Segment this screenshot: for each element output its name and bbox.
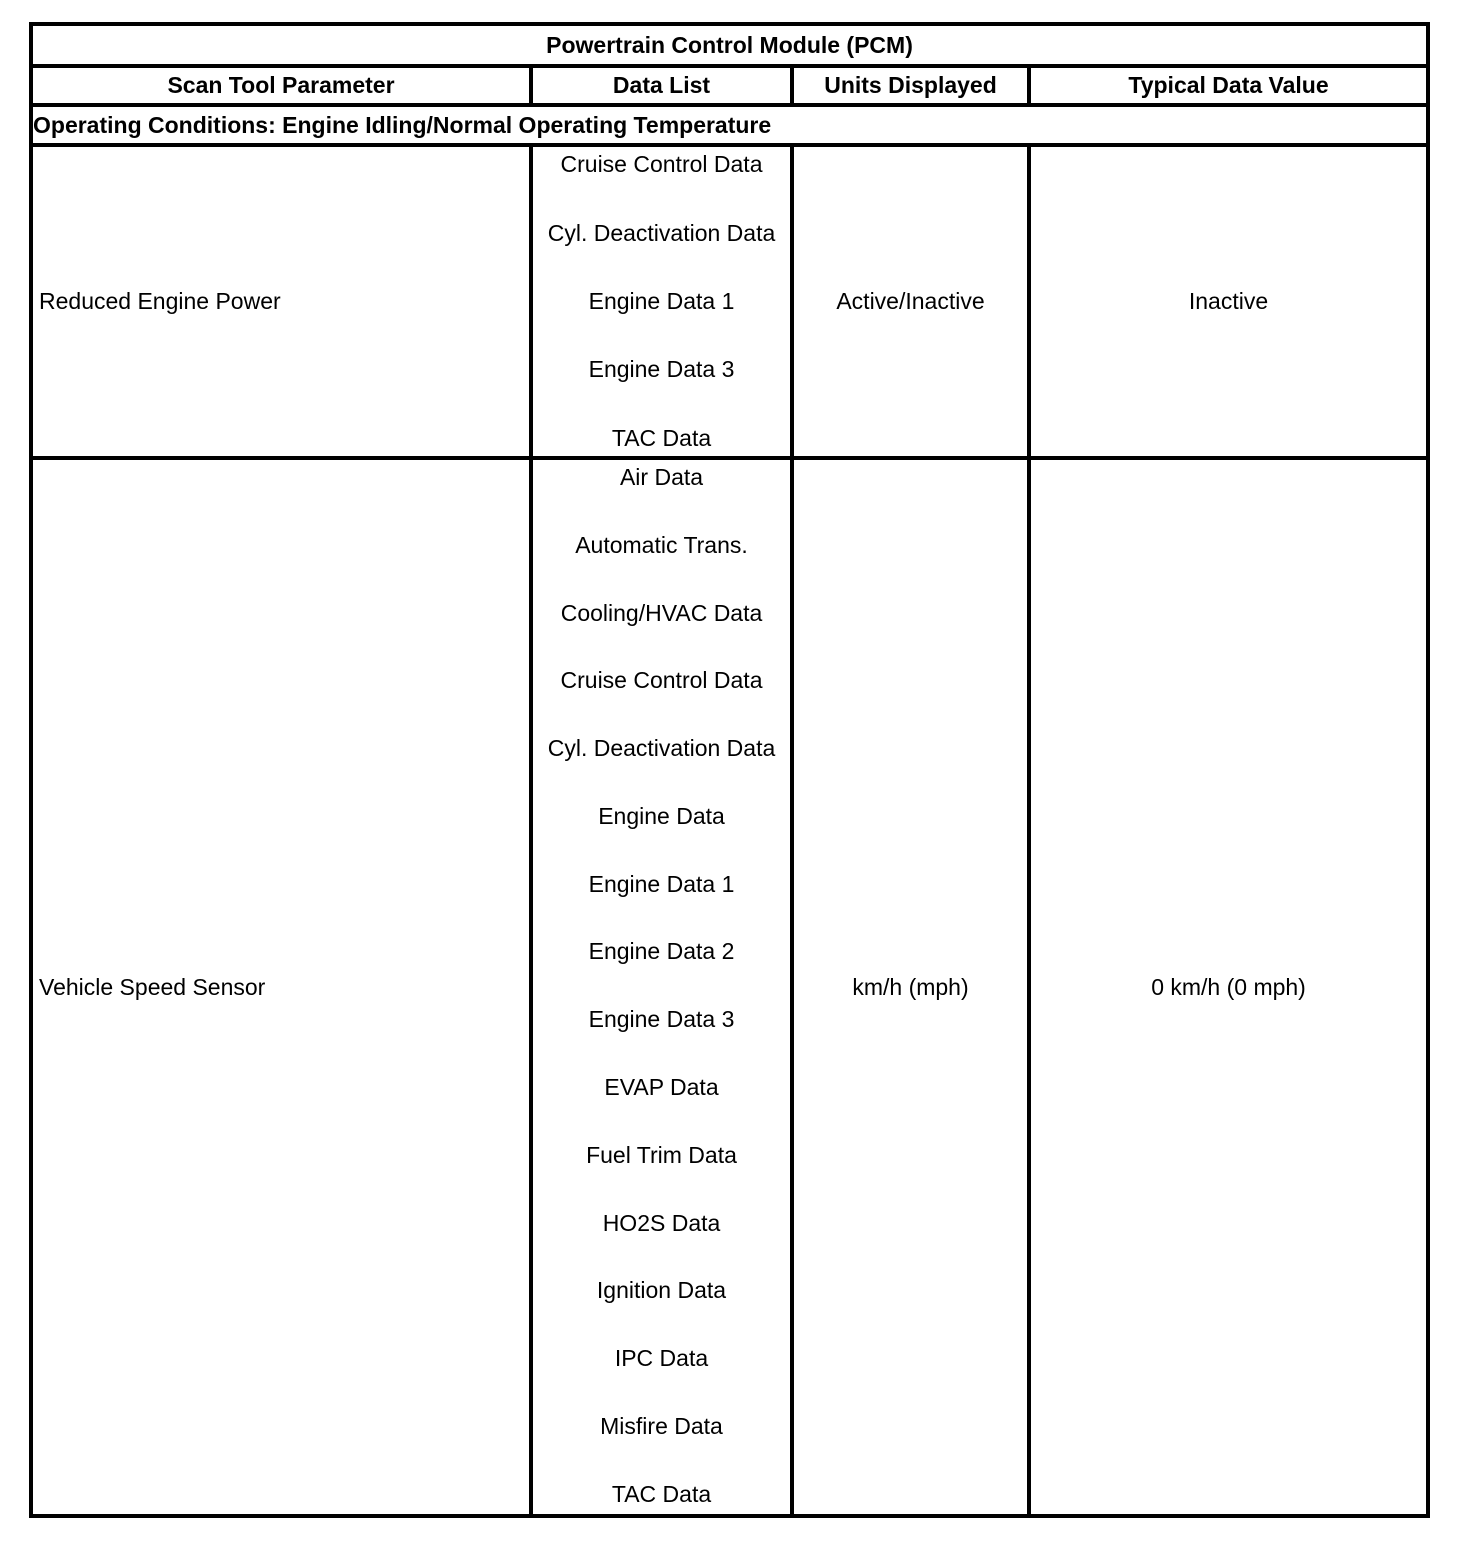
data-list-item: Automatic Trans. [575, 531, 748, 558]
data-list-item: IPC Data [614, 1345, 709, 1372]
data-list-item: Cyl. Deactivation Data [547, 219, 776, 246]
header-typical-data-value: Typical Data Value [1029, 66, 1428, 105]
data-list-item: Engine Data 3 [588, 1006, 735, 1033]
data-list-item: Cooling/HVAC Data [560, 599, 763, 626]
data-list-item: HO2S Data [602, 1209, 721, 1236]
data-list-item: Air Data [619, 464, 704, 491]
data-list-item: Engine Data 3 [588, 356, 735, 383]
parameter-cell: Vehicle Speed Sensor [31, 458, 531, 1516]
data-list-cell [531, 145, 792, 458]
data-list-item: TAC Data [611, 1480, 712, 1507]
pcm-data-table [29, 22, 1430, 1518]
data-list-item: Cruise Control Data [560, 667, 763, 694]
data-list-item: Engine Data 2 [588, 938, 735, 965]
header-units-displayed: Units Displayed [792, 66, 1029, 105]
table-title: Powertrain Control Module (PCM) [31, 24, 1428, 66]
table-row [31, 145, 1428, 458]
header-row [31, 66, 1428, 105]
header-scan-tool-parameter: Scan Tool Parameter [31, 66, 531, 105]
header-data-list: Data List [531, 66, 792, 105]
parameter-cell: Reduced Engine Power [31, 145, 531, 458]
typical-value-cell: 0 km/h (0 mph) [1029, 458, 1428, 1516]
typical-value-cell: Inactive [1029, 145, 1428, 458]
operating-conditions-row [31, 105, 1428, 145]
data-list-item: EVAP Data [604, 1074, 719, 1101]
table-row [31, 458, 1428, 1516]
data-list-item: Misfire Data [600, 1412, 723, 1439]
units-cell: km/h (mph) [792, 458, 1029, 1516]
data-list-item: Ignition Data [596, 1277, 727, 1304]
title-row [31, 24, 1428, 66]
data-list-item: Engine Data 1 [588, 288, 735, 315]
data-list-item: TAC Data [611, 424, 712, 451]
data-list-item: Cruise Control Data [560, 151, 763, 178]
data-list-item: Fuel Trim Data [586, 1141, 737, 1168]
data-list-cell [531, 458, 792, 1516]
data-list-item: Engine Data [598, 802, 725, 829]
operating-conditions: Operating Conditions: Engine Idling/Normal Operating Temperature [31, 105, 1428, 145]
data-list-item: Engine Data 1 [588, 870, 735, 897]
data-list-item: Cyl. Deactivation Data [547, 735, 776, 762]
units-cell: Active/Inactive [792, 145, 1029, 458]
